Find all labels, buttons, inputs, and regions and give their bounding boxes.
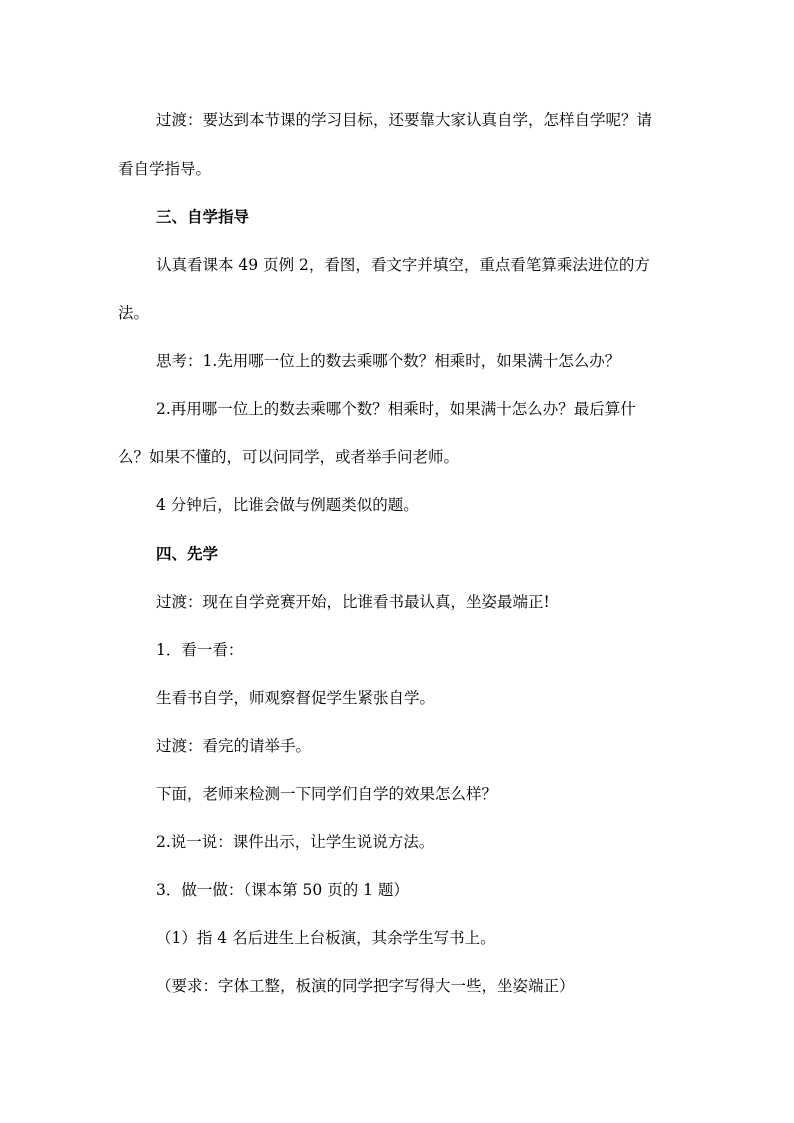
text-line-transition-2: 过渡：现在自学竞赛开始，比谁看书最认真，坐姿最端正! [156,593,550,611]
text-line-transition-1: 过渡：要达到本节课的学习目标，还要靠大家认真自学，怎样自学呢？请 [156,111,653,129]
text-line-think-1: 思考：1.先用哪一位上的数去乘哪个数？相乘时，如果满十怎么办？ [156,352,621,370]
text-line-say: 2.说一说：课件出示，让学生说说方法。 [156,833,435,851]
text-line-do: 3．做一做：（课本第 50 页的 1 题） [156,881,409,899]
text-line-read-textbook: 认真看课本 49 页例 2，看图，看文字并填空，重点看笔算乘法进位的方 [156,256,650,274]
text-line-read-textbook-cont: 法。 [118,304,150,322]
text-line-teacher-check: 下面，老师来检测一下同学们自学的效果怎么样？ [156,785,498,803]
text-line-board-work: （1）指 4 名后进生上台板演，其余学生写书上。 [156,929,496,947]
text-line-think-2-cont: 么？如果不懂的，可以问同学，或者举手问老师。 [118,448,460,466]
text-line-transition-1-cont: 看自学指导。 [118,160,212,178]
text-line-students-read: 生看书自学，师观察督促学生紧张自学。 [156,689,436,707]
text-line-transition-3: 过渡：看完的请举手。 [156,737,312,755]
text-line-think-2: 2.再用哪一位上的数去乘哪个数？相乘时，如果满十怎么办？最后算什 [156,400,636,418]
text-line-requirements: （要求：字体工整，板演的同学把字写得大一些，坐姿端正） [156,977,575,995]
text-line-four-minutes: 4 分钟后，比谁会做与例题类似的题。 [156,496,419,514]
section-heading-learn-first: 四、先学 [156,544,219,563]
text-line-look: 1．看一看： [156,641,244,659]
section-heading-self-study-guide: 三、自学指导 [156,207,250,226]
